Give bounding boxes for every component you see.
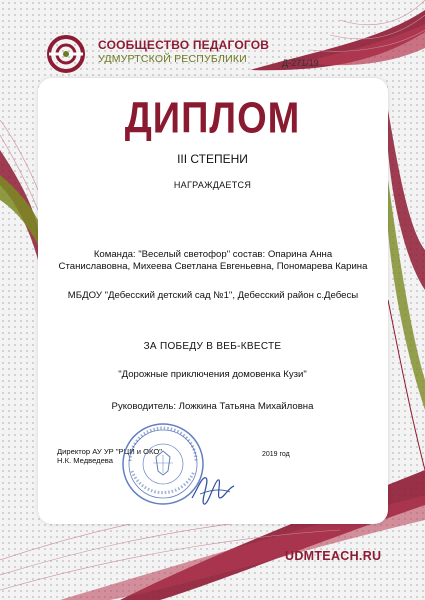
community-logo-icon xyxy=(40,34,92,74)
signature-icon xyxy=(188,468,238,510)
team-line-1: Команда: "Веселый светофор" состав: Опарина Анна xyxy=(93,249,333,260)
school-name: МБДОУ "Дебесский детский сад №1", Дебесский район с.Дебесы xyxy=(67,290,359,301)
org-name: СООБЩЕСТВО ПЕДАГОГОВ xyxy=(98,38,270,52)
document-number: Д-271/19 xyxy=(282,58,319,68)
director-name: Н.К. Медведева xyxy=(57,456,113,465)
org-region: УДМУРТСКОЙ РЕСПУБЛИКИ xyxy=(98,53,247,65)
awarded-label: НАГРАЖДАЕТСЯ xyxy=(173,180,252,190)
quest-name: "Дорожные приключения домовенка Кузи" xyxy=(118,369,307,380)
diploma-title: ДИПЛОМ xyxy=(124,94,301,144)
director-title: Директор АУ УР "РЦИ и ОКО" xyxy=(57,447,162,456)
leader-name: Руководитель: Ложкина Татьяна Михайловна xyxy=(111,401,314,412)
team-info xyxy=(48,249,378,273)
team-line-2: Станиславовна, Михеева Светлана Евгеньевна, Пономарева Карина xyxy=(58,261,368,272)
diploma-degree: III СТЕПЕНИ xyxy=(177,152,248,166)
issue-year: 2019 год xyxy=(262,451,290,458)
victory-label: ЗА ПОБЕДУ В ВЕБ-КВЕСТЕ xyxy=(143,341,282,352)
website-link[interactable]: UDMTEACH.RU xyxy=(285,549,382,563)
